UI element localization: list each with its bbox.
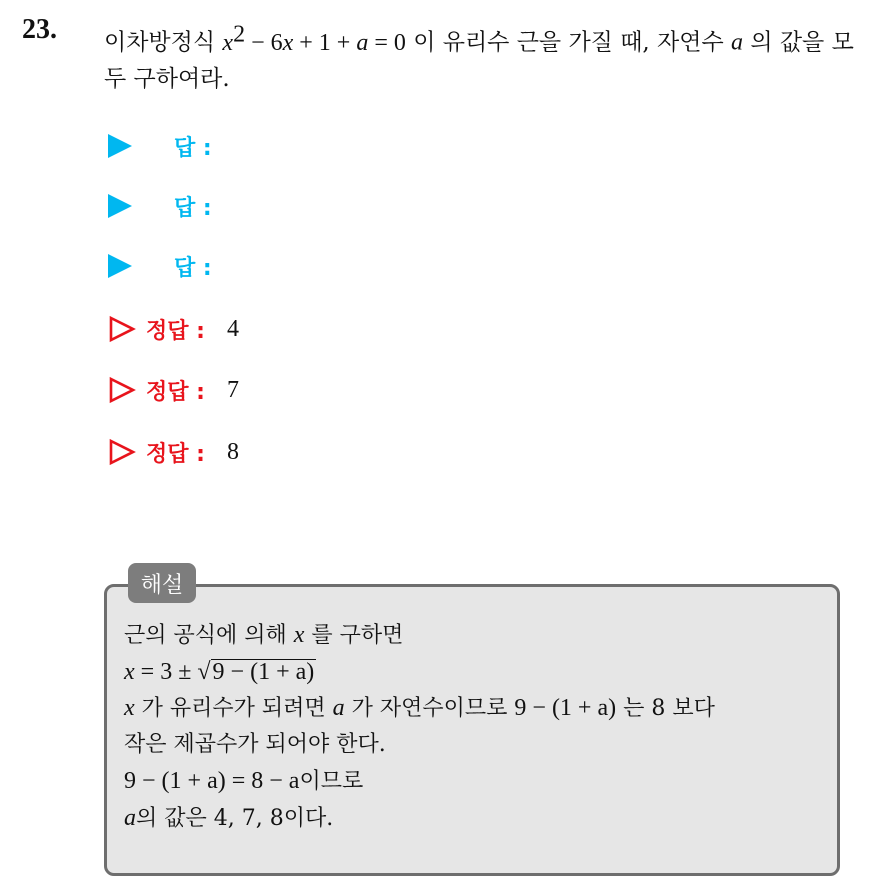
answer-blank-row[interactable] [108, 126, 212, 166]
correct-answer-value: 4 [226, 315, 239, 342]
question-end: 의 값을 모두 구하여라. [104, 29, 854, 92]
correct-answer-value: 7 [226, 376, 239, 403]
solution-tag: 해설 [128, 563, 196, 603]
question-mid: 이 유리수 근을 가질 때, 자연수 [413, 29, 731, 56]
triangle-outline-icon [108, 438, 136, 466]
question-number: 23. [22, 14, 57, 45]
triangle-outline-icon [108, 376, 136, 404]
variable-a: a [731, 29, 743, 56]
solution-line-2: x = 3 ± √9 − (1 + a) [124, 654, 834, 691]
solution-line-3: x 가 유리수가 되려면 a 가 자연수이므로 9 − (1 + a) 는 8 보다 [124, 695, 715, 721]
answer-blank-row[interactable] [108, 186, 212, 226]
solution-text [124, 617, 834, 836]
answer-label: 답 : [174, 255, 212, 281]
correct-answer-label: 정답 : [146, 379, 205, 405]
triangle-outline-icon [108, 315, 136, 343]
solution-line-4: 작은 제곱수가 되어야 한다. [124, 731, 386, 757]
correct-answer-value: 8 [226, 438, 239, 465]
solution-line-6: a의 값은 4, 7, 8이다. [124, 804, 334, 831]
correct-answer-label: 정답 : [146, 318, 205, 344]
equation: $x^2 - 6x + 1 + a = 0$ [222, 21, 406, 56]
correct-answer-label: 정답 : [146, 441, 205, 467]
correct-answer-row [108, 432, 239, 472]
triangle-filled-icon [108, 254, 132, 278]
triangle-filled-icon [108, 134, 132, 158]
sqrt-expression: √9 − (1 + a) [197, 658, 315, 685]
question-intro: 이차방정식 [104, 29, 216, 56]
solution-line-5: 9 − (1 + a) = 8 − a이므로 [124, 768, 364, 794]
triangle-filled-icon [108, 194, 132, 218]
correct-answer-row [108, 370, 239, 410]
answer-label: 답 : [174, 135, 212, 161]
answer-blank-row[interactable] [108, 246, 212, 286]
answer-label: 답 : [174, 195, 212, 221]
solution-line-1: 근의 공식에 의해 x 를 구하면 [124, 622, 404, 648]
correct-answer-row [108, 309, 239, 349]
question-text [104, 16, 874, 97]
